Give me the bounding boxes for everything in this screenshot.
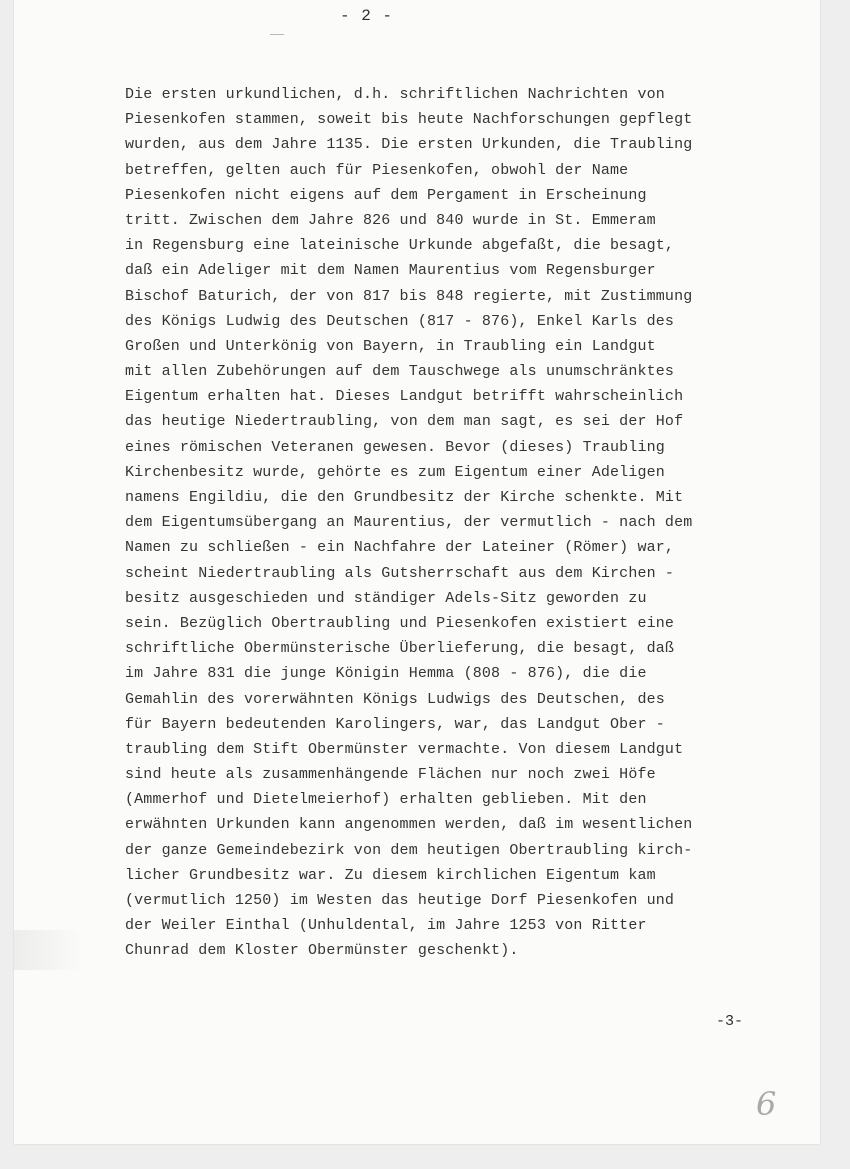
text-line: (vermutlich 1250) im Westen das heutige Dorf Piesenkofen und [125,892,675,909]
text-line: namens Engildiu, die den Grundbesitz der Kirche schenkte. Mit [125,489,684,506]
next-page-marker: -3- [716,1013,744,1030]
page-number-header: - 2 - [340,7,394,25]
text-line: wurden, aus dem Jahre 1135. Die ersten Urkunden, die Traubling [125,136,693,154]
text-line: dem Eigentumsübergang an Maurentius, der vermutlich - nach dem [125,514,693,532]
text-line: besitz ausgeschieden und ständiger Adels-Sitz geworden zu [125,589,647,607]
text-line: (Ammerhof und Dietelmeierhof) erhalten geblieben. Mit den [125,791,647,809]
text-line: mit allen Zubehörungen auf dem Tauschwege als unumschränktes [125,363,675,381]
text-line: traubling dem Stift Obermünster vermachte. Von diesem Landgut [125,740,684,758]
text-line: licher Grundbesitz war. Zu diesem kirchlichen Eigentum kam [125,866,656,884]
text-line: Namen zu schließen - ein Nachfahre der Lateiner (Römer) war, [125,539,675,557]
text-line: schriftliche Obermünsterische Überlieferung, die besagt, daß [125,640,675,658]
text-line: Die ersten urkundlichen, d.h. schriftlichen Nachrichten von [125,86,665,103]
text-line: daß ein Adeliger mit dem Namen Maurentius vom Regensburger [125,262,656,280]
text-line: in Regensburg eine lateinische Urkunde abgefaßt, die besagt, [125,237,675,255]
text-line: Chunrad dem Kloster Obermünster geschenkt). [125,942,519,960]
stray-pencil-mark [270,34,284,35]
typewritten-body-text [125,82,775,964]
text-line: erwähnten Urkunden kann angenommen werden, daß im wesentlichen [125,816,693,834]
text-line: im Jahre 831 die junge Königin Hemma (808 - 876), die die [125,665,647,683]
text-line: tritt. Zwischen dem Jahre 826 und 840 wurde in St. Emmeram [125,211,656,229]
text-line: Bischof Baturich, der von 817 bis 848 regierte, mit Zustimmung [125,287,693,305]
text-line: der ganze Gemeindebezirk von dem heutigen Obertraubling kirch- [125,841,693,859]
text-line: sein. Bezüglich Obertraubling und Piesenkofen existiert eine [125,614,675,632]
text-line: sind heute als zusammenhängende Flächen nur noch zwei Höfe [125,766,656,784]
text-line: scheint Niedertraubling als Gutsherrschaft aus dem Kirchen - [125,564,675,582]
handwritten-page-number: 6 [756,1085,777,1123]
text-line: Großen und Unterkönig von Bayern, in Traubling ein Landgut [125,337,656,355]
text-line: Gemahlin des vorerwähnten Königs Ludwigs des Deutschen, des [125,690,665,708]
text-line: der Weiler Einthal (Unhuldental, im Jahre 1253 von Ritter [125,917,647,935]
text-line: das heutige Niedertraubling, von dem man sagt, es sei der Hof [125,413,684,431]
text-line: eines römischen Veteranen gewesen. Bevor (dieses) Traubling [125,438,665,456]
text-line: Kirchenbesitz wurde, gehörte es zum Eigentum einer Adeligen [125,463,665,481]
text-line: des Königs Ludwig des Deutschen (817 - 876), Enkel Karls des [125,312,675,330]
text-line: betreffen, gelten auch für Piesenkofen, obwohl der Name [125,161,629,179]
text-line: Eigentum erhalten hat. Dieses Landgut betrifft wahrscheinlich [125,388,684,406]
text-line: Piesenkofen stammen, soweit bis heute Nachforschungen gepflegt [125,111,693,129]
margin-shadow [14,930,84,970]
text-line: für Bayern bedeutenden Karolingers, war, das Landgut Ober - [125,715,665,733]
text-line: Piesenkofen nicht eigens auf dem Pergament in Erscheinung [125,186,647,204]
